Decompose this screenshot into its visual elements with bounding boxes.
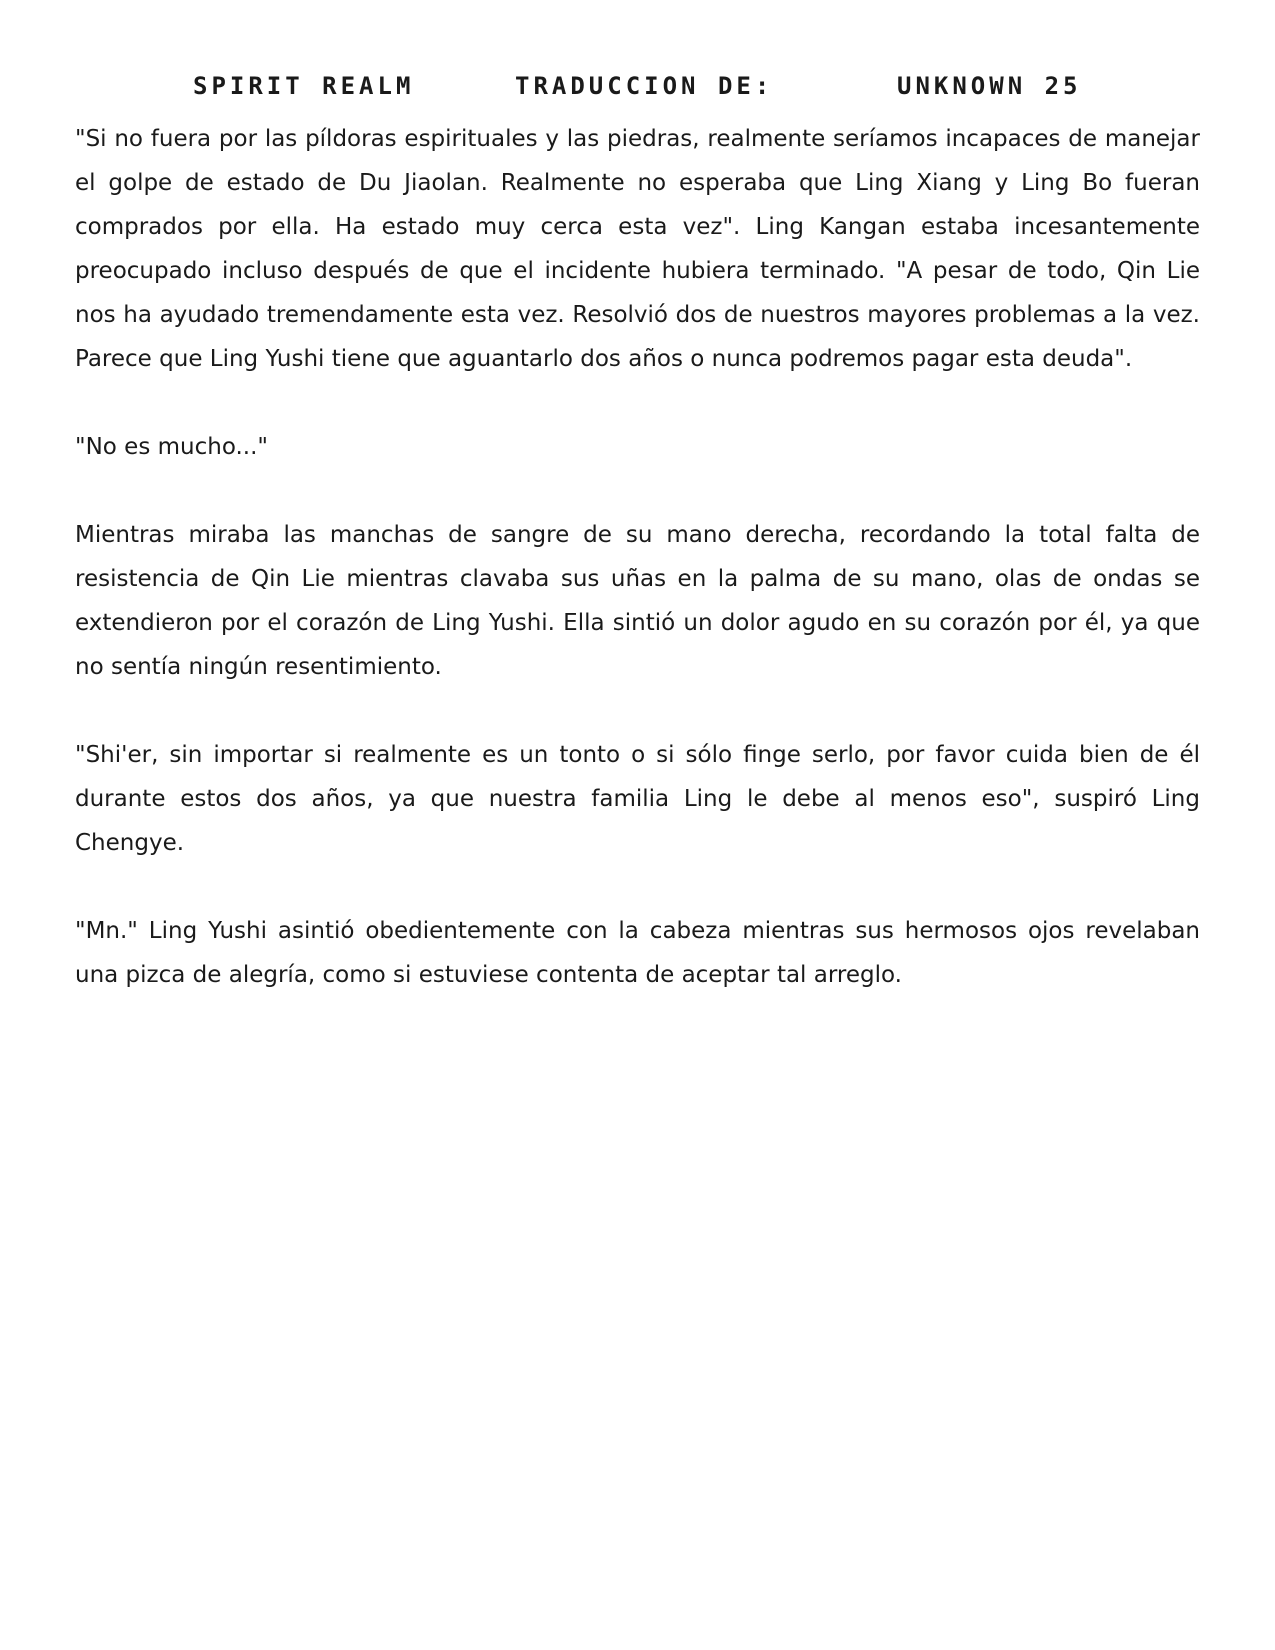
paragraph: "No es mucho..."	[75, 434, 268, 460]
paragraph: "Si no fuera por las píldoras espirituales y las piedras, realmente seríamos incapaces de manejar el golpe de estado de Du Jiaolan. Realmente no esperaba que Ling Xiang y Ling Bo fueran comprados por ella. Ha estado muy cerca esta vez". Ling Kangan estaba incesantemente preocupado incluso después de que el incidente hubiera terminado. "A pesar de todo, Qin Lie nos ha ayudado tremendamente esta vez. Resolvió dos de nuestros mayores problemas a la vez. Parece que Ling Yushi tiene que aguantarlo dos años o nunca podremos pagar esta deuda".	[75, 126, 1200, 372]
paragraph: "Mn." Ling Yushi asintió obedientemente con la cabeza mientras sus hermosos ojos revelaban una pizca de alegría, como si estuviese contenta de aceptar tal arreglo.	[75, 918, 1200, 988]
paragraph: "Shi'er, sin importar si realmente es un tonto o si sólo finge serlo, por favor cuida bien de él durante estos dos años, ya que nuestra familia Ling le debe al menos eso", suspiró Ling Chengye.	[75, 742, 1200, 856]
translator-name: UNKNOWN 25	[897, 72, 1082, 100]
page-header	[0, 72, 1275, 108]
translation-label: TRADUCCION DE:	[515, 72, 774, 100]
novel-title: SPIRIT REALM	[193, 72, 415, 100]
document-body	[75, 117, 1200, 1041]
paragraph: Mientras miraba las manchas de sangre de su mano derecha, recordando la total falta de resistencia de Qin Lie mientras clavaba sus uñas en la palma de su mano, olas de ondas se extendieron por el corazón de Ling Yushi. Ella sintió un dolor agudo en su corazón por él, ya que no sentía ningún resentimiento.	[75, 522, 1200, 680]
